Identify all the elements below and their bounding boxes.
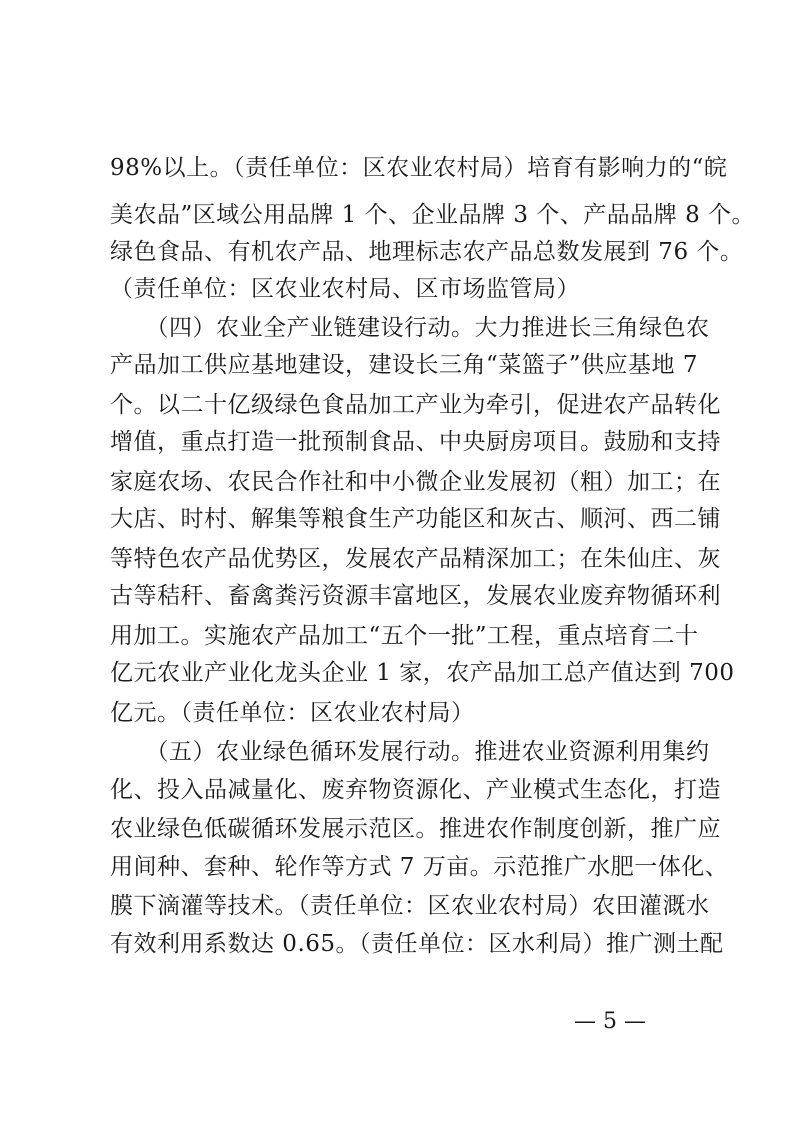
section-heading-line: （四）农业全产业链建设行动。大力推进长三角绿色农 — [110, 315, 710, 341]
text-line: 等特色农产品优势区，发展农产品精深加工；在朱仙庄、灰 — [110, 546, 721, 572]
text-line: 增值，重点打造一批预制食品、中央厨房项目。鼓励和支持 — [110, 429, 721, 455]
text-line: 大店、时村、解集等粮食生产功能区和灰古、顺河、西二铺 — [110, 506, 721, 532]
page-number: — 5 — — [574, 1009, 646, 1034]
section-heading-line: （五）农业绿色循环发展行动。推进农业资源利用集约 — [110, 739, 710, 765]
text-line: 有效利用系数达 0.65。（责任单位：区水利局）推广测土配 — [110, 931, 724, 957]
text-line: 化、投入品减量化、废弃物资源化、产业模式生态化，打造 — [110, 777, 721, 803]
text-line: 家庭农场、农民合作社和中小微企业发展初（粗）加工；在 — [110, 469, 721, 495]
text-line: （责任单位：区农业农村局、区市场监管局） — [110, 276, 580, 302]
text-line: 膜下滴灌等技术。（责任单位：区农业农村局）农田灌溉水 — [110, 893, 710, 919]
text-line: 农业绿色低碳循环发展示范区。推进农作制度创新，推广应 — [110, 816, 721, 842]
text-line: 亿元农业产业化龙头企业 1 家，农产品加工总产值达到 700 — [110, 660, 735, 686]
text-line: 个。以二十亿级绿色食品加工产业为牵引，促进农产品转化 — [110, 392, 721, 418]
text-line: 绿色食品、有机农产品、地理标志农产品总数发展到 76 个。 — [110, 239, 744, 265]
text-line: 用加工。实施农产品加工“五个一批”工程，重点培育二十 — [110, 623, 699, 649]
text-line: 美农品”区域公用品牌 1 个、企业品牌 3 个、产品品牌 8 个。 — [110, 202, 756, 228]
text-line: 古等秸秆、畜禽粪污资源丰富地区，发展农业废弃物循环利 — [110, 583, 721, 609]
text-line: 用间种、套种、轮作等方式 7 万亩。示范推广水肥一体化、 — [110, 854, 729, 880]
text-line: 亿元。（责任单位：区农业农村局） — [110, 700, 475, 726]
text-line: 98%以上。（责任单位：区农业农村局）培育有影响力的“皖 — [110, 155, 728, 181]
text-line: 产品加工供应基地建设，建设长三角“菜篮子”供应基地 7 — [110, 352, 698, 378]
